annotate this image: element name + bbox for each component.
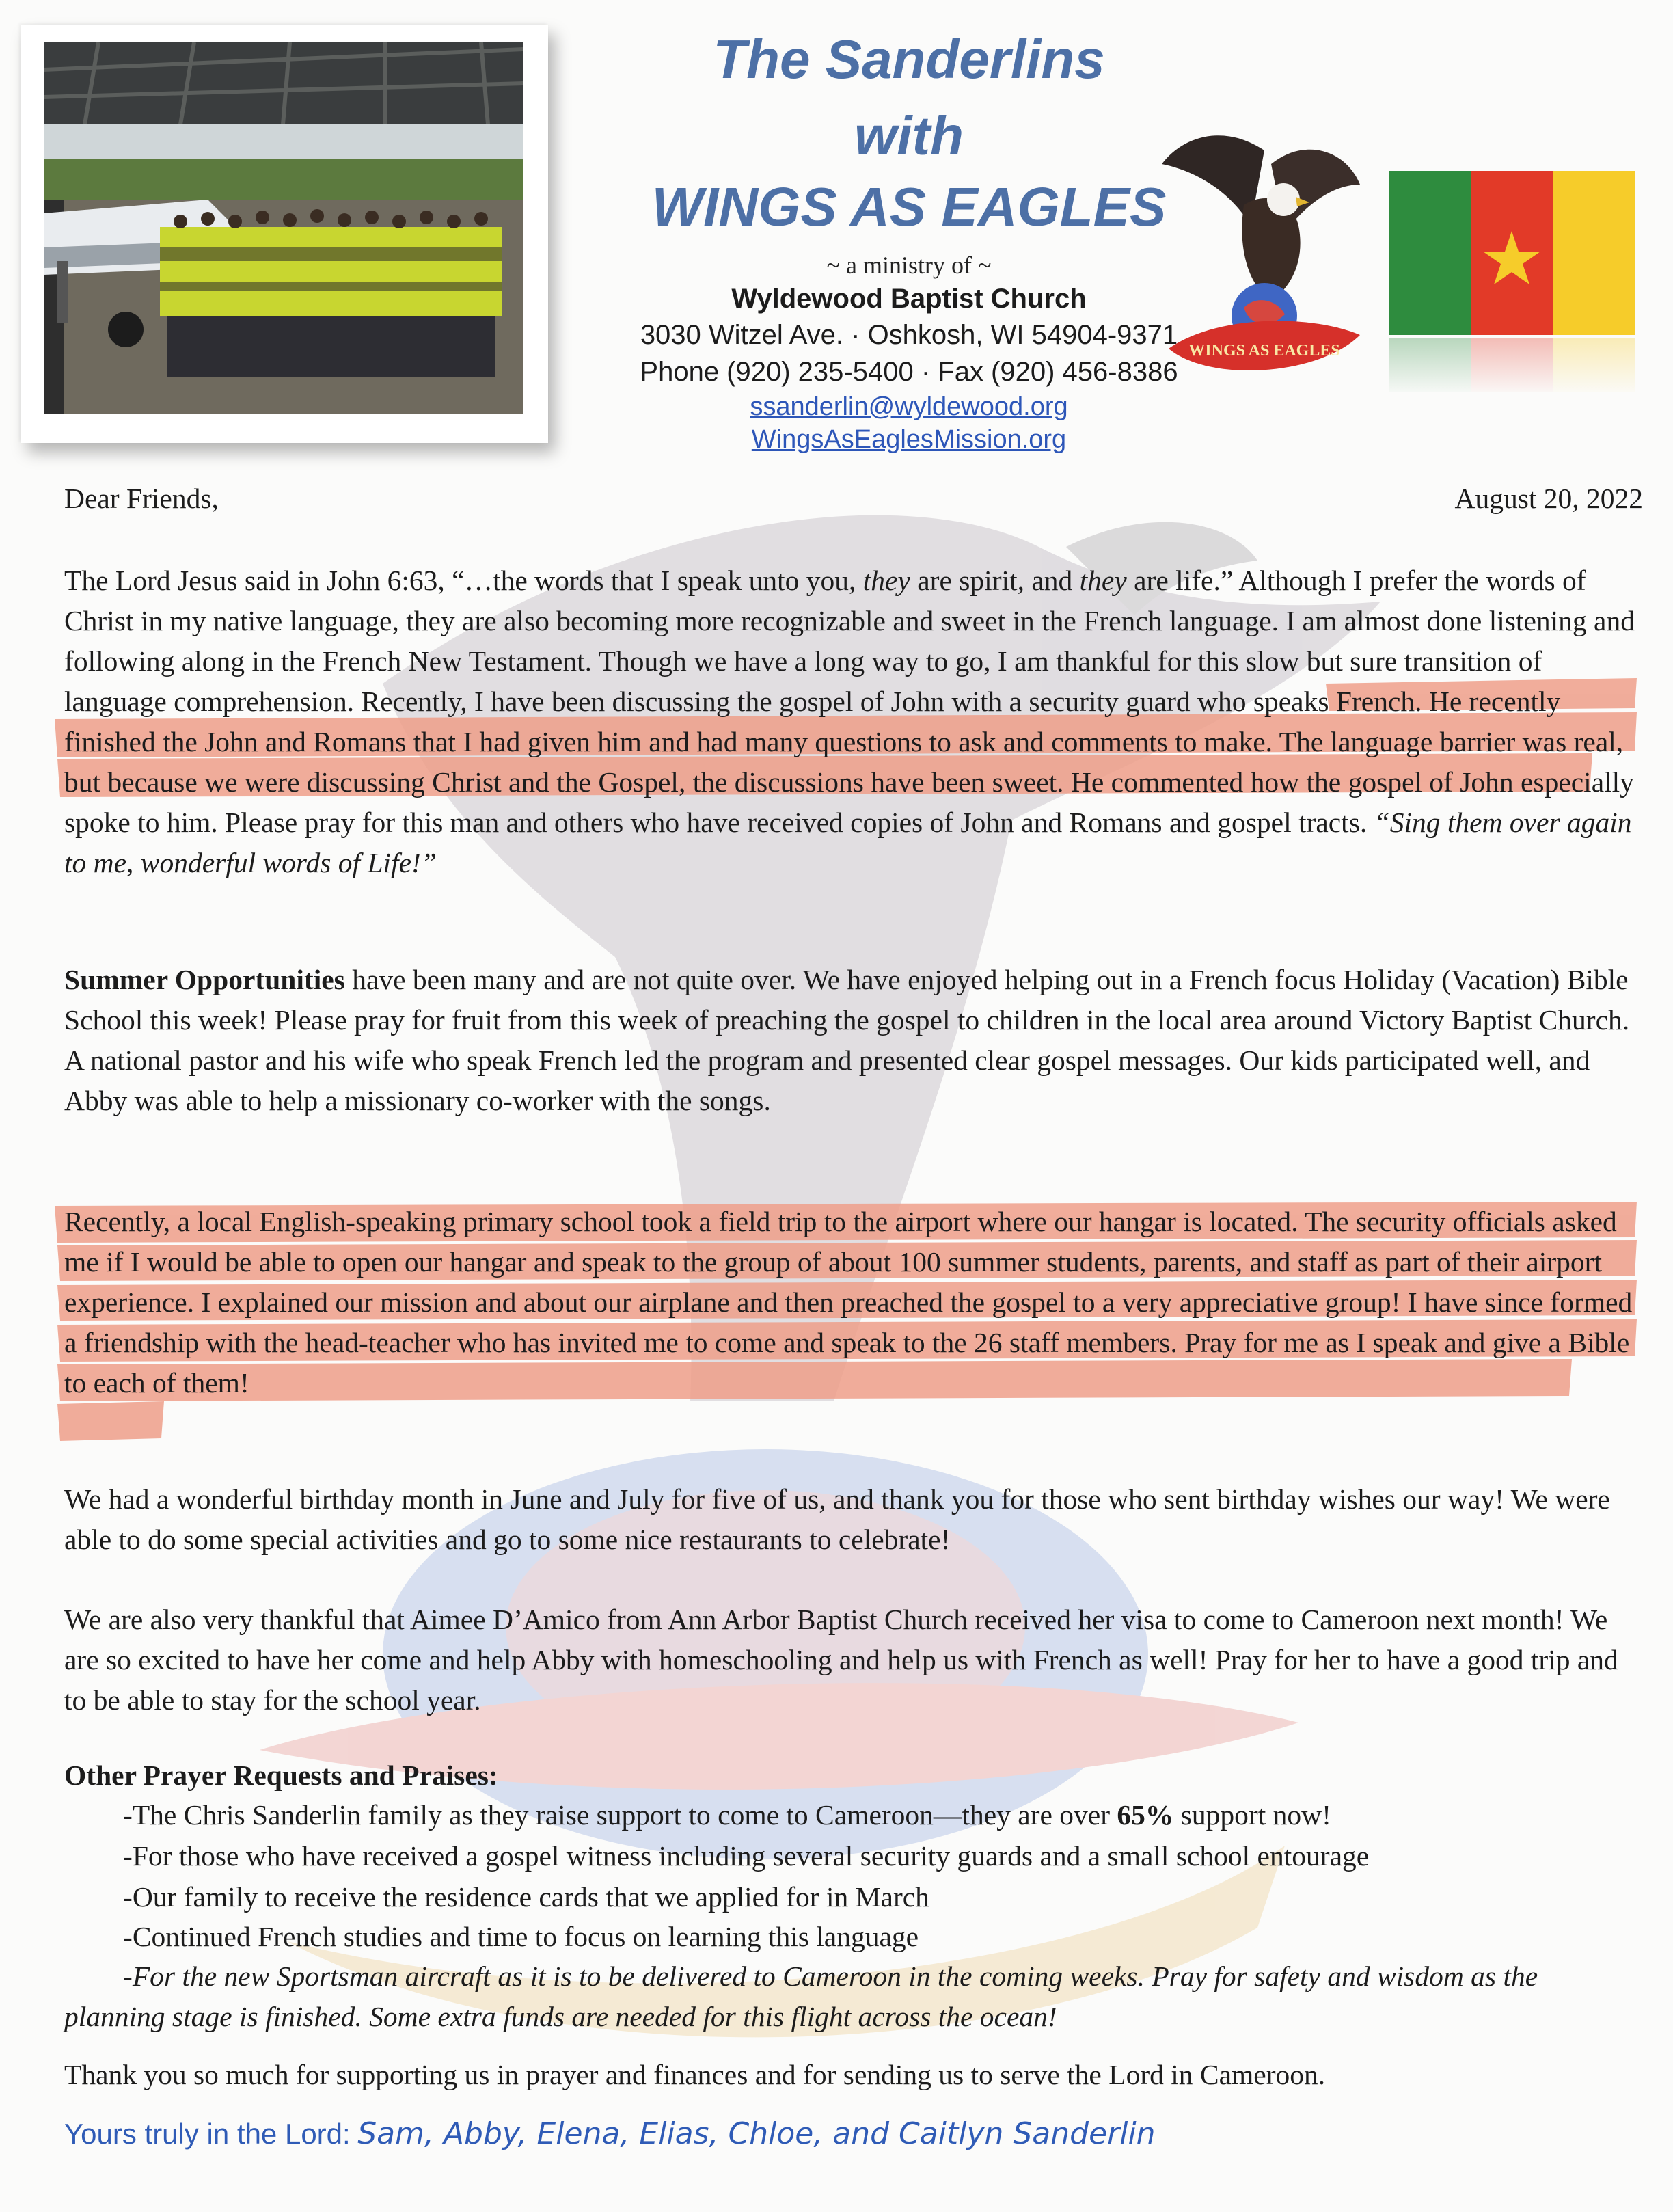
p1-hymn-quote: “Sing them over again to me, wonderful words of Life!” [64,807,1632,878]
prayer-request-4: -Continued French studies and time to focus on learning this language [123,1921,919,1952]
signoff: Yours truly in the Lord: [64,2118,351,2150]
p1-they-1: they [862,565,910,596]
paragraph-2 [64,960,1643,1121]
p2-text: have been many and are not quite over. We have enjoyed helping out in a French focus Holiday (Vacation) Bible School this week! Please pray for fruit from this week of preaching the gospel to children in the local area around Victory Baptist Church. A national pastor and his wife who speak French led the program and presented clear gospel messages. Our kids participated well, and Abby was able to help a missionary co-worker with the songs. [64,964,1630,1116]
support-percent: 65% [1117,1799,1174,1831]
email-link[interactable]: ssanderlin@wyldewood.org [750,392,1068,421]
signature-names: Sam, Abby, Elena, Elias, Chloe, and Caitlyn Sanderlin [357,2116,1156,2151]
prayer-request-2: -For those who have received a gospel witness including several security guards and a small school entourage [123,1840,1370,1872]
paragraph-3: Recently, a local English-speaking primary school took a field trip to the airport where our hangar is located. The security officials asked me if I would be able to open our hangar and speak to the group of about 100 summer students, parents, and staff as part of their airport experience. I explained our mission and about our airplane and then preached the gospel to a very appreciative group! I have since formed a friendship with the head-teacher who has invited me to come and speak to the 26 staff members. Pray for me as I speak and give a Bible to each of them! [64,1206,1633,1399]
ministry-of: ~ a ministry of ~ [826,252,992,279]
closing-thanks: Thank you so much for supporting us in prayer and finances and for sending us to serve the Lord in Cameroon. [64,2059,1326,2090]
req1-text-c: support now! [1173,1799,1331,1831]
p1-they-2: they [1079,565,1127,596]
req1-text-a: -The Chris Sanderlin family as they raise support to come to Cameroon—they are over [123,1799,1117,1831]
prayer-requests-heading: Other Prayer Requests and Praises: [64,1759,498,1791]
address: 3030 Witzel Ave. · Oshkosh, WI 54904-9371 [640,320,1178,350]
paragraph-4: We had a wonderful birthday month in June and July for five of us, and thank you for those who sent birthday wishes our way! We were able to do some special activities and go to some nice restaurants to celebrate! [64,1483,1610,1555]
church-name: Wyldewood Baptist Church [731,284,1087,314]
p1-text-c: are life.” Although I prefer the words of Christ in my native language, they are also becoming more recognizable and sweet in the French language. I am almost done listening and following along in the French New Testament. Though we have a long way to go, I am thankful for this slow but sure transition of language comprehension. Recently, I have been discussing the gospel of John with a security guard who speaks French. He recently finished the John and Romans that I had given him and had many questions to ask and comments to make. The language barrier was real, but because we were discussing Christ and the Gospel, the discussions have been sweet. He commented how the gospel of John especially spoke to him. Please pray for this man and others who have received copies of John and Romans and gospel tracts. [64,565,1635,838]
paragraph-5: We are also very thankful that Aimee D’Amico from Ann Arbor Baptist Church received her visa to come to Cameroon next month! We are so excited to have her come and help Abby with homeschooling and help us with French as well! Pray for her to have a good trip and to be able to stay for the school year. [64,1604,1618,1716]
phone-fax: Phone (920) 235-5400 · Fax (920) 456-8386 [640,357,1178,387]
prayer-request-1 [123,1795,1640,1835]
title-line-3: WINGS AS EAGLES [651,176,1167,237]
greeting: Dear Friends, [64,483,219,514]
signature-line [64,2114,1156,2155]
prayer-request-5: -For the new Sportsman aircraft as it is to be delivered to Cameroon in the coming weeks. Pray for safety and wisdom as the planning stage is finished. Some extra funds are needed for this flight across the ocean! [64,1960,1538,2032]
prayer-request-3: -Our family to receive the residence cards that we applied for in March [123,1881,929,1913]
p1-text-a: The Lord Jesus said in John 6:63, “…the words that I speak unto you, [64,565,863,596]
title-line-2: with [854,105,964,166]
paragraph-1 [64,561,1643,883]
p1-text-b: are spirit, and [910,565,1080,596]
website-link[interactable]: WingsAsEaglesMission.org [751,425,1067,454]
summer-opportunities-heading: Summer Opportunities [64,964,345,995]
logo-text: WINGS AS EAGLES [1188,342,1340,360]
title-line-1: The Sanderlins [713,29,1105,90]
letter-date: August 20, 2022 [1454,483,1643,514]
